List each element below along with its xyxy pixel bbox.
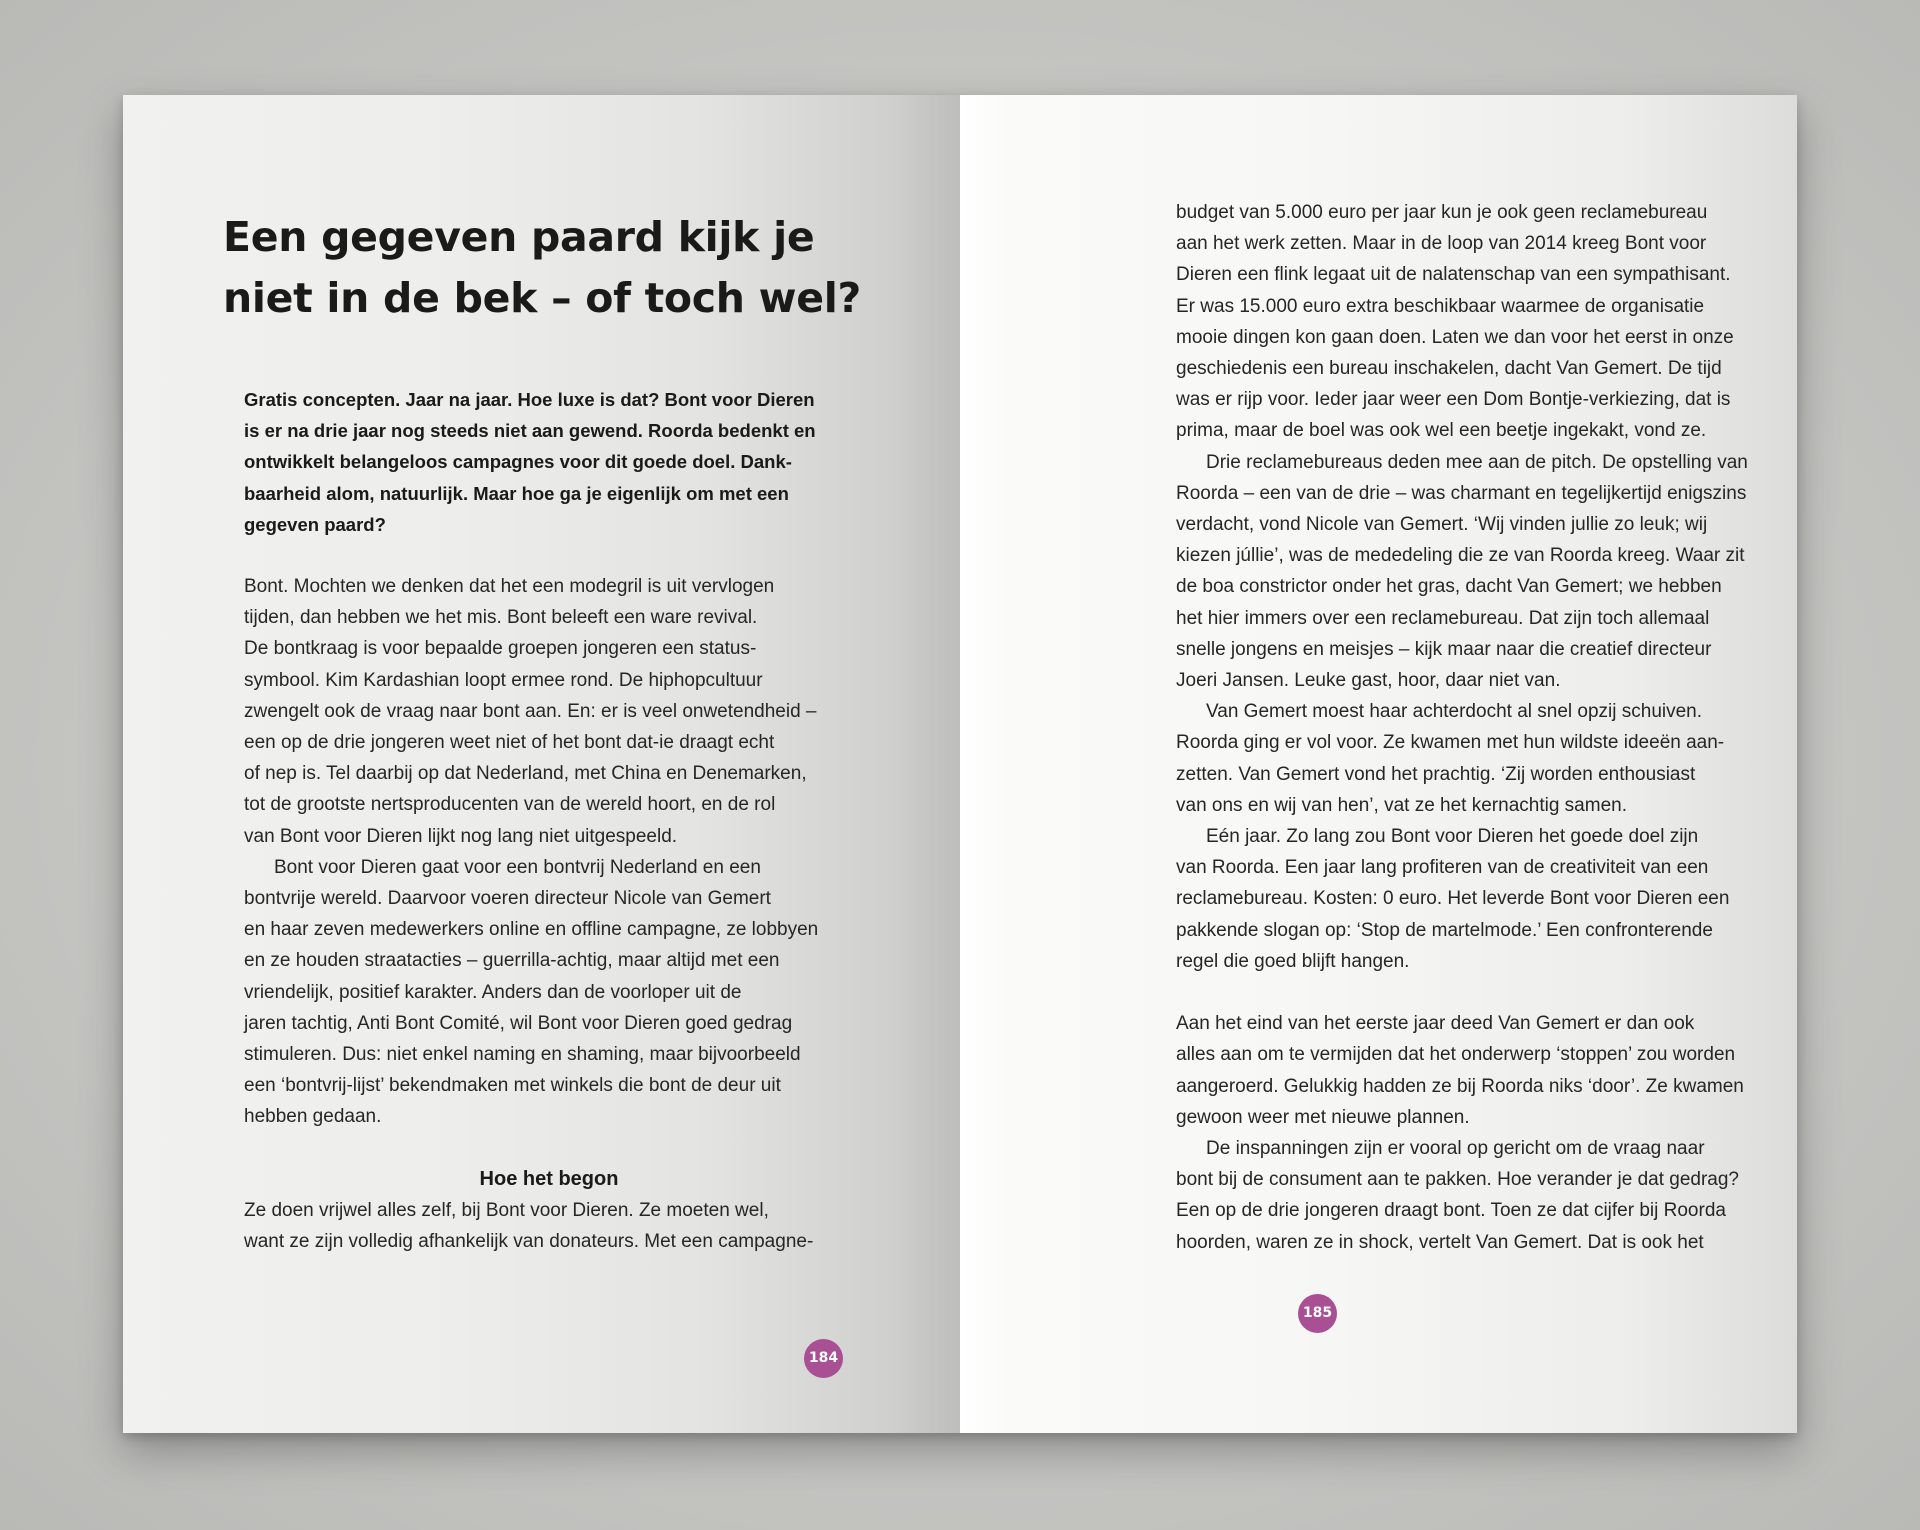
text-line: Joeri Jansen. Leuke gast, hoor, daar niet van. <box>1176 670 1561 692</box>
body-paragraph <box>1176 1133 1797 1258</box>
text-line: kiezen júllie’, was de mededeling die ze van Roorda kreeg. Waar zit <box>1176 545 1745 567</box>
lead-line: gegeven paard? <box>244 513 386 535</box>
text-line: Bont voor Dieren gaat voor een bontvrij Nederland en een <box>274 856 761 878</box>
body-paragraph <box>244 571 874 852</box>
text-line: symbool. Kim Kardashian loopt ermee rond. De hiphopcultuur <box>244 669 763 691</box>
text-line: prima, maar de boel was ook wel een beetje ingekakt, vond ze. <box>1176 420 1707 442</box>
text-line: mooie dingen kon gaan doen. Laten we dan voor het eerst in onze <box>1176 326 1734 348</box>
text-line: regel die goed blijft hangen. <box>1176 950 1410 972</box>
book-spread <box>123 95 1797 1433</box>
text-line: zetten. Van Gemert vond het prachtig. ‘Zij worden enthousiast <box>1176 763 1696 785</box>
text-line: Bont. Mochten we denken dat het een modegril is uit vervlogen <box>244 576 775 597</box>
right-page <box>960 95 1797 1433</box>
text-line: Roorda ging er vol voor. Ze kwamen met hun wildste ideeën aan- <box>1176 732 1725 754</box>
page-number-badge: 185 <box>1298 1294 1337 1333</box>
text-line: vriendelijk, positief karakter. Anders dan de voorloper uit de <box>244 981 742 1003</box>
right-body-text <box>1176 197 1797 1258</box>
text-line: Een op de drie jongeren draagt bont. Toen ze dat cijfer bij Roorda <box>1176 1200 1726 1222</box>
text-line: reclamebureau. Kosten: 0 euro. Het leverde Bont voor Dieren een <box>1176 888 1730 910</box>
text-line: gewoon weer met nieuwe plannen. <box>1176 1106 1470 1128</box>
title-line: niet in de bek – of toch wel? <box>223 274 861 322</box>
text-line: Aan het eind van het eerste jaar deed Van Gemert er dan ook <box>1176 1013 1695 1035</box>
body-paragraph <box>1176 696 1797 821</box>
text-line: tot de grootste nertsproducenten van de wereld hoort, en de rol <box>244 794 776 816</box>
lead-line: Gratis concepten. Jaar na jaar. Hoe luxe is dat? Bont voor Dieren <box>244 389 815 410</box>
text-line: van ons en wij van hen’, vat ze het kernachtig samen. <box>1176 794 1627 816</box>
text-line: aan het werk zetten. Maar in de loop van 2014 kreeg Bont voor <box>1176 233 1707 255</box>
text-line: was er rijp voor. Ieder jaar weer een Dom Bontje-verkiezing, dat is <box>1176 389 1731 411</box>
text-line: een op de drie jongeren weet niet of het bont dat-ie draagt echt <box>244 732 775 754</box>
text-line: snelle jongens en meisjes – kijk maar naar die creatief directeur <box>1176 638 1712 660</box>
text-line: tijden, dan hebben we het mis. Bont beleeft een ware revival. <box>244 607 758 629</box>
body-paragraph <box>1176 1008 1797 1133</box>
text-line: en haar zeven medewerkers online en offline campagne, ze lobbyen <box>244 919 819 941</box>
text-line: Van Gemert moest haar achterdocht al snel opzij schuiven. <box>1206 701 1703 723</box>
text-line: bontvrije wereld. Daarvoor voeren directeur Nicole van Gemert <box>244 888 771 910</box>
text-line: en ze houden straatacties – guerrilla-achtig, maar altijd met een <box>244 950 780 972</box>
lead-line: ontwikkelt belangeloos campagnes voor dit goede doel. Dank- <box>244 451 792 473</box>
text-line: bont bij de consument aan te pakken. Hoe verander je dat gedrag? <box>1176 1169 1739 1191</box>
body-paragraph <box>244 1195 874 1257</box>
lead-line: is er na drie jaar nog steeds niet aan gewend. Roorda bedenkt en <box>244 420 816 442</box>
text-line: hebben gedaan. <box>244 1106 382 1128</box>
text-line: het hier immers over een reclamebureau. Dat zijn toch allemaal <box>1176 607 1710 629</box>
left-body-text <box>244 571 874 1257</box>
text-line: aangeroerd. Gelukkig hadden ze bij Roorda niks ‘door’. Ze kwamen <box>1176 1075 1744 1097</box>
text-line: van Roorda. Een jaar lang profiteren van de creativiteit van een <box>1176 857 1709 879</box>
text-line: De inspanningen zijn er vooral op gericht om de vraag naar <box>1206 1138 1705 1160</box>
text-line: budget van 5.000 euro per jaar kun je ook geen reclamebureau <box>1176 202 1708 223</box>
page-number-badge: 184 <box>804 1339 843 1378</box>
title-line: Een gegeven paard kijk je <box>223 213 815 261</box>
text-line: Er was 15.000 euro extra beschikbaar waarmee de organisatie <box>1176 295 1705 317</box>
text-line: Roorda – een van de drie – was charmant en tegelijkertijd enigszins <box>1176 482 1747 504</box>
text-line: want ze zijn volledig afhankelijk van donateurs. Met een campagne- <box>244 1231 814 1253</box>
body-paragraph <box>1176 447 1797 697</box>
lead-line: baarheid alom, natuurlijk. Maar hoe ga je eigenlijk om met een <box>244 482 789 504</box>
left-page <box>123 95 960 1433</box>
text-line: pakkende slogan op: ‘Stop de martelmode.’ Een confronterende <box>1176 919 1713 941</box>
section-subheading: Hoe het begon <box>479 1167 619 1190</box>
text-line: een ‘bontvrij-lijst’ bekendmaken met winkels die bont de deur uit <box>244 1075 781 1097</box>
text-line: Eén jaar. Zo lang zou Bont voor Dieren het goede doel zijn <box>1206 826 1699 848</box>
text-line: hoorden, waren ze in shock, vertelt Van Gemert. Dat is ook het <box>1176 1231 1704 1253</box>
lead-paragraph <box>244 384 864 540</box>
text-line: Dieren een flink legaat uit de nalatenschap van een sympathisant. <box>1176 264 1731 286</box>
page-title <box>223 207 861 329</box>
body-paragraph <box>1176 821 1797 977</box>
text-line: stimuleren. Dus: niet enkel naming en shaming, maar bijvoorbeeld <box>244 1044 801 1066</box>
text-line: van Bont voor Dieren lijkt nog lang niet uitgespeeld. <box>244 825 678 847</box>
body-paragraph <box>244 852 874 1133</box>
text-line: zwengelt ook de vraag naar bont aan. En: er is veel onwetendheid – <box>244 700 817 722</box>
text-line: Drie reclamebureaus deden mee aan de pitch. De opstelling van <box>1206 451 1748 473</box>
text-line: De bontkraag is voor bepaalde groepen jongeren een status- <box>244 638 757 660</box>
text-line: alles aan om te vermijden dat het onderwerp ‘stoppen’ zou worden <box>1176 1044 1736 1066</box>
text-line: of nep is. Tel daarbij op dat Nederland, met China en Denemarken, <box>244 763 807 785</box>
text-line: de boa constrictor onder het gras, dacht Van Gemert; we hebben <box>1176 576 1722 598</box>
text-line: geschiedenis een bureau inschakelen, dacht Van Gemert. De tijd <box>1176 358 1722 380</box>
body-paragraph <box>1176 197 1797 447</box>
text-line: jaren tachtig, Anti Bont Comité, wil Bont voor Dieren goed gedrag <box>244 1012 793 1034</box>
text-line: verdacht, vond Nicole van Gemert. ‘Wij vinden jullie zo leuk; wij <box>1176 514 1708 536</box>
text-line: Ze doen vrijwel alles zelf, bij Bont voor Dieren. Ze moeten wel, <box>244 1200 769 1222</box>
